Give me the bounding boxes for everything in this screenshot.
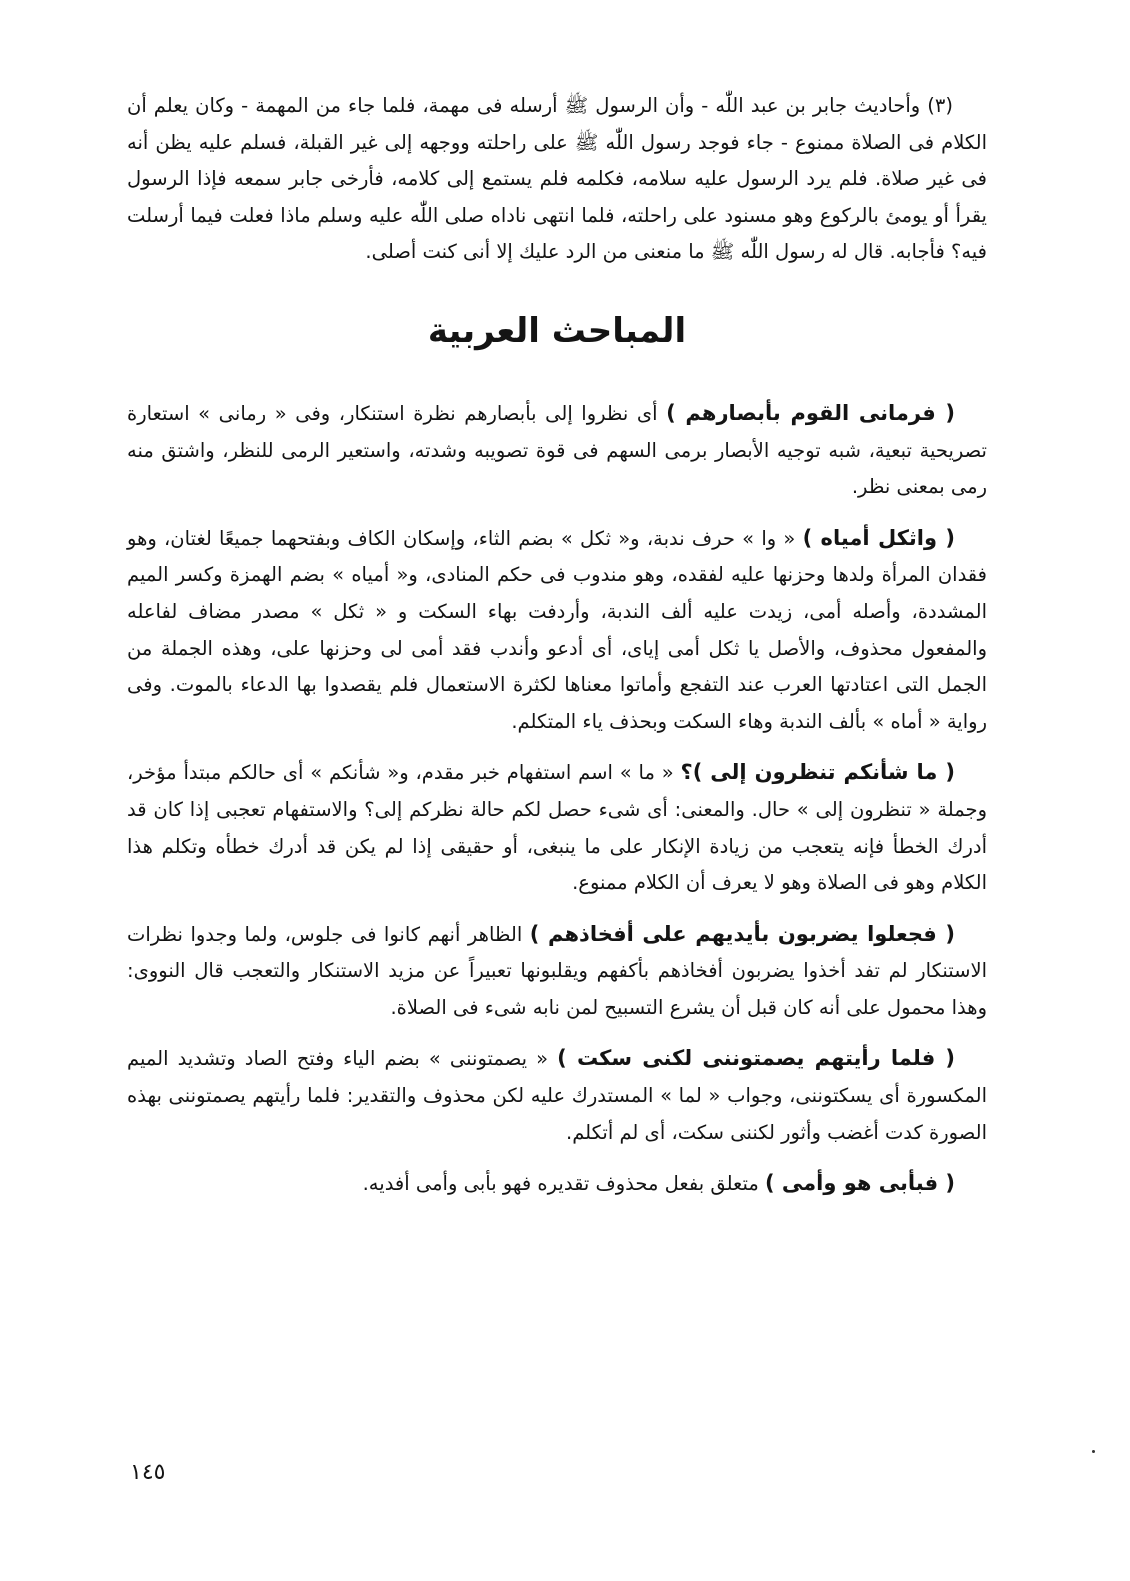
entry-paragraph (127, 1040, 987, 1151)
entry-term: ( ما شأنكم تنظرون إلى )؟ (680, 760, 955, 785)
entry-term: ( فجعلوا يضربون بأيديهم على أفخاذهم ) (529, 921, 956, 946)
entry-text: الظاهر أنهم كانوا فى جلوس، ولما وجدوا نظرات الاستنكار لم تفد أخذوا يضربون أفخاذهم بأكفهم ويقلبونها تعبيراً عن مزيد الاستنكار والتعجب قال النووى: وهذا محمول على أنه كان قبل أن يشرع التسبيح لمن نابه شىء فى الصلاة. (127, 922, 987, 1019)
entry-text: « ما » اسم استفهام خبر مقدم، و« شأنكم » أى حالكم مبتدأ مؤخر، وجملة « تنظرون إلى » حال. والمعنى: أى شىء حصل لكم حالة نظركم إلى؟ والاستفهام تعجبى إذا كان قد أدرك الخطأ فإنه يتعجب من زيادة الإنكار على ما ينبغى، أو حقيقى إذا لم يكن قد أدرك خطأه وتكلم هذا الكلام وهو فى الصلاة وهو لا يعرف أن الكلام ممنوع. (127, 761, 987, 895)
entry-term: ( فرمانى القوم بأبصارهم ) (666, 400, 955, 425)
scan-speck (1092, 1450, 1095, 1453)
entry-term: ( واثكل أمياه ) (802, 525, 955, 550)
entry-paragraph (127, 520, 987, 741)
entry-text: أى نظروا إلى بأبصارهم نظرة استنكار، وفى « رمانى » استعارة تصريحية تبعية، شبه توجيه الأبصار برمى السهم فى قوة تصويبه وشدته، واستعير الرمى للنظر، واشتق منه رمى بمعنى نظر. (127, 401, 987, 499)
entry-text: « يصمتوننى » بضم الياء وفتح الصاد وتشديد الميم المكسورة أى يسكتوننى، وجواب « لما » المستدرك عليه لكن محذوف والتقدير: فلما رأيتهم يصمتوننى بهذه الصورة كدت أغضب وأثور لكننى سكت، أى لم أتكلم. (127, 1047, 987, 1144)
entry-term: ( فلما رأيتهم يصمتوننى لكنى سكت ) (557, 1046, 955, 1071)
entry-paragraph (127, 1165, 987, 1203)
entry-text: متعلق بفعل محذوف تقديره فهو بأبى وأمى أفديه. (362, 1172, 759, 1196)
entry-paragraph (127, 916, 987, 1027)
entry-paragraph (127, 754, 987, 901)
entry-term: ( فبأبى هو وأمى ) (764, 1171, 955, 1196)
footnote-paragraph: (٣) وأحاديث جابر بن عبد اللّٰه - وأن الرسول ﷺ أرسله فى مهمة، فلما جاء من المهمة - وكان يعلم أن الكلام فى الصلاة ممنوع - جاء فوجد رسول اللّٰه ﷺ على راحلته ووجهه إلى غير القبلة، فسلم عليه يظن أنه فى غير صلاة. فلم يرد الرسول عليه سلامه، فكلمه فلم يستمع إلى كلامه، فأرخى جابر سمعه فإذا الرسول يقرأ أو يومئ بالركوع وهو مسنود على راحلته، فلما انتهى ناداه صلى اللّٰه عليه وسلم ماذا فعلت فيما أرسلت فيه؟ فأجابه. قال له رسول اللّٰه ﷺ ما منعنى من الرد عليك إلا أنى كنت أصلى. (127, 94, 987, 264)
page-body (127, 88, 987, 1217)
page-number: ١٤٥ (130, 1460, 166, 1485)
section-heading: المباحث العربية (427, 310, 687, 351)
entry-text: « وا » حرف ندبة، و« ثكل » بضم الثاء، وإسكان الكاف وبفتحهما جميعًا لغتان، وهو فقدان المرأة ولدها وحزنها عليه لفقده، وهو مندوب فى حكم المنادى، و« أمياه » بضم الهمزة وكسر الميم المشددة، وأصله أمى، زيدت عليه ألف الندبة، وأردفت بهاء السكت و « ثكل » مصدر مضاف لفاعله والمفعول محذوف، والأصل يا ثكل أمى إياى، أى أدعو وأندب فقد أمى لى وحزنها على، وهذه الجملة من الجمل التى اعتادتها العرب عند التفجع وأماتوا معناها لكثرة الاستعمال فلم يقصدوا بها الدعاء بالموت. وفى رواية « أماه » بألف الندبة وهاء السكت وبحذف ياء المتكلم. (127, 526, 987, 733)
entry-paragraph (127, 395, 987, 506)
